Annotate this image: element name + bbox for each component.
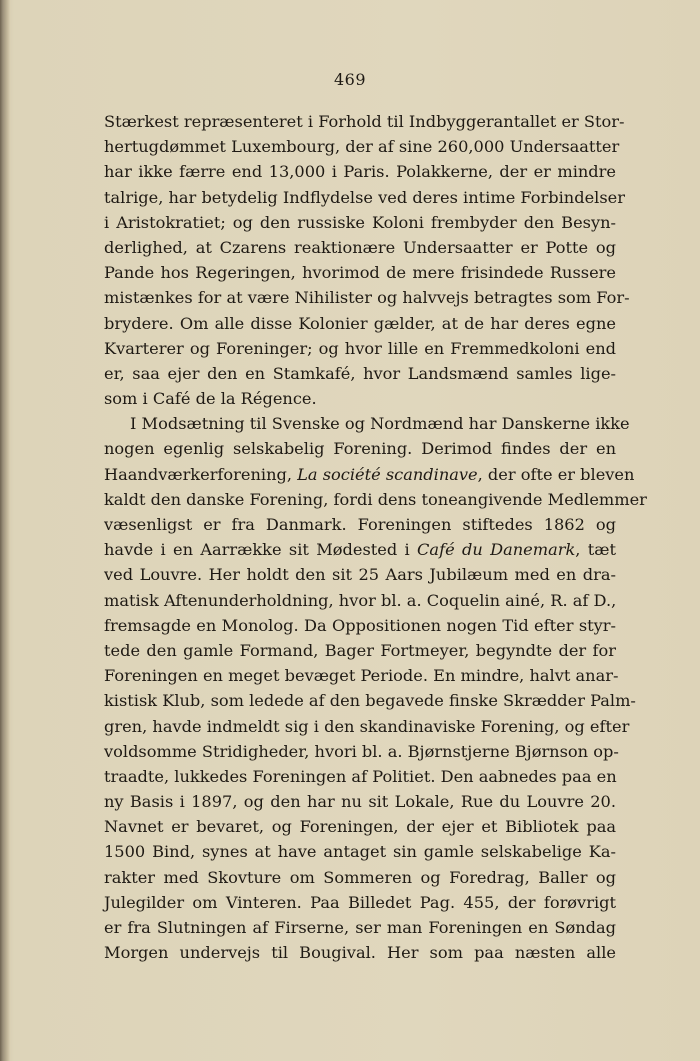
text-segment: , tæt	[575, 540, 616, 560]
text-line	[104, 915, 616, 940]
text-segment: I Modsætning til Svenske og Nordmænd har Danskerne ikke	[130, 414, 630, 434]
text-line	[104, 638, 616, 663]
text-segment: har ikke færre end 13,000 i Paris. Polakkerne, der er mindre	[104, 162, 616, 182]
text-line	[104, 235, 616, 260]
text-segment: kaldt den danske Forening, fordi dens toneangivende Medlemmer	[104, 489, 647, 509]
text-line	[104, 311, 616, 336]
text-line	[104, 739, 619, 764]
text-line	[104, 134, 620, 159]
text-line	[104, 487, 647, 512]
text-segment: Pande hos Regeringen, hvorimod de mere frisindede Russere	[104, 263, 616, 283]
text-line	[104, 285, 630, 310]
text-segment: er fra Slutningen af Firserne, ser man Foreningen en Søndag	[104, 918, 616, 937]
italic-title: Café du Danemark	[417, 540, 576, 560]
text-line	[104, 436, 616, 461]
text-segment: nogen egenlig selskabelig Forening. Derimod findes der en	[104, 439, 616, 459]
text-line	[104, 839, 616, 864]
text-segment: kistisk Klub, som ledede af den begavede finske Skrædder Palm-	[104, 691, 636, 711]
text-line	[104, 814, 616, 839]
text-segment: ny Basis i 1897, og den har nu sit Lokale, Rue du Louvre 20.	[104, 792, 616, 812]
text-line	[104, 361, 616, 386]
text-segment: fremsagde en Monolog. Da Oppositionen nogen Tid efter styr-	[104, 615, 616, 635]
text-segment: talrige, har betydelig Indflydelse ved deres intime Forbindelser	[104, 187, 625, 207]
text-line	[104, 109, 625, 134]
text-segment: 1500 Bind, synes at have antaget sin gamle selskabelige Ka-	[104, 842, 616, 862]
text-segment: mistænkes for at være Nihilister og halvvejs betragtes som For-	[104, 288, 630, 308]
text-line	[104, 714, 630, 739]
text-line	[104, 185, 625, 210]
text-line	[104, 411, 630, 436]
text-line	[104, 336, 616, 361]
text-segment: Navnet er bevaret, og Foreningen, der ejer et Bibliotek paa	[104, 817, 616, 837]
text-line	[104, 663, 619, 688]
text-line	[104, 865, 616, 890]
text-segment: som i Café de la Régence.	[104, 389, 317, 409]
text-segment: , der ofte er bleven	[477, 464, 635, 484]
text-line	[104, 512, 616, 537]
text-segment: gren, havde indmeldt sig i den skandinaviske Forening, og efter	[104, 716, 630, 736]
page-binding-edge	[0, 0, 10, 1061]
text-segment: ved Louvre. Her holdt den sit 25 Aars Jubilæum med en dra-	[104, 565, 616, 585]
text-line	[104, 260, 616, 285]
text-line	[104, 588, 616, 613]
text-segment: i Aristokratiet; og den russiske Koloni frembyder den Besyn-	[104, 212, 616, 232]
text-segment: Haandværkerforening,	[104, 464, 298, 484]
text-line	[104, 789, 616, 814]
text-segment: tede den gamle Formand, Bager Fortmeyer, begyndte der for	[104, 640, 616, 660]
text-line	[104, 764, 616, 789]
text-line	[104, 462, 635, 487]
text-line	[104, 562, 616, 587]
text-segment: derlighed, at Czarens reaktionære Undersaatter er Potte og	[104, 237, 616, 257]
text-line	[104, 940, 616, 965]
text-segment: Morgen undervejs til Bougival. Her som paa næsten alle	[104, 943, 616, 963]
text-line	[104, 613, 616, 638]
text-segment: Julegilder om Vinteren. Paa Billedet Pag. 455, der forøvrigt	[104, 892, 616, 912]
text-segment: væsenligst er fra Danmark. Foreningen stiftedes 1862 og	[104, 515, 616, 534]
body-text	[104, 109, 647, 965]
text-segment: matisk Aftenunderholdning, hvor bl. a. Coquelin ainé, R. af D.,	[104, 590, 617, 610]
text-segment: er, saa ejer den en Stamkafé, hvor Landsmænd samles lige-	[104, 363, 616, 383]
text-line	[104, 210, 616, 235]
text-segment: voldsomme Stridigheder, hvori bl. a. Bjørnstjerne Bjørnson op-	[104, 741, 619, 761]
text-segment: traadte, lukkedes Foreningen af Politiet. Den aabnedes paa en	[104, 766, 617, 786]
text-segment: havde i en Aarrække sit Mødested i	[104, 540, 418, 560]
text-segment: Stærkest repræsenteret i Forhold til Indbyggerantallet er Stor-	[104, 112, 625, 131]
text-line	[104, 890, 616, 915]
text-segment: hertugdømmet Luxembourg, der af sine 260,000 Undersaatter	[104, 137, 620, 157]
text-line	[104, 159, 616, 184]
text-line	[104, 386, 616, 411]
text-line	[104, 688, 636, 713]
page-number: 469	[333, 70, 367, 89]
italic-title: La société scandinave	[297, 464, 478, 484]
text-segment: brydere. Om alle disse Kolonier gælder, at de har deres egne	[104, 313, 616, 333]
text-segment: Kvarterer og Foreninger; og hvor lille en Fremmedkoloni end	[104, 338, 616, 358]
text-segment: rakter med Skovture om Sommeren og Foredrag, Baller og	[104, 867, 616, 887]
text-segment: Foreningen en meget bevæget Periode. En mindre, halvt anar-	[104, 666, 619, 686]
text-line	[104, 537, 616, 562]
